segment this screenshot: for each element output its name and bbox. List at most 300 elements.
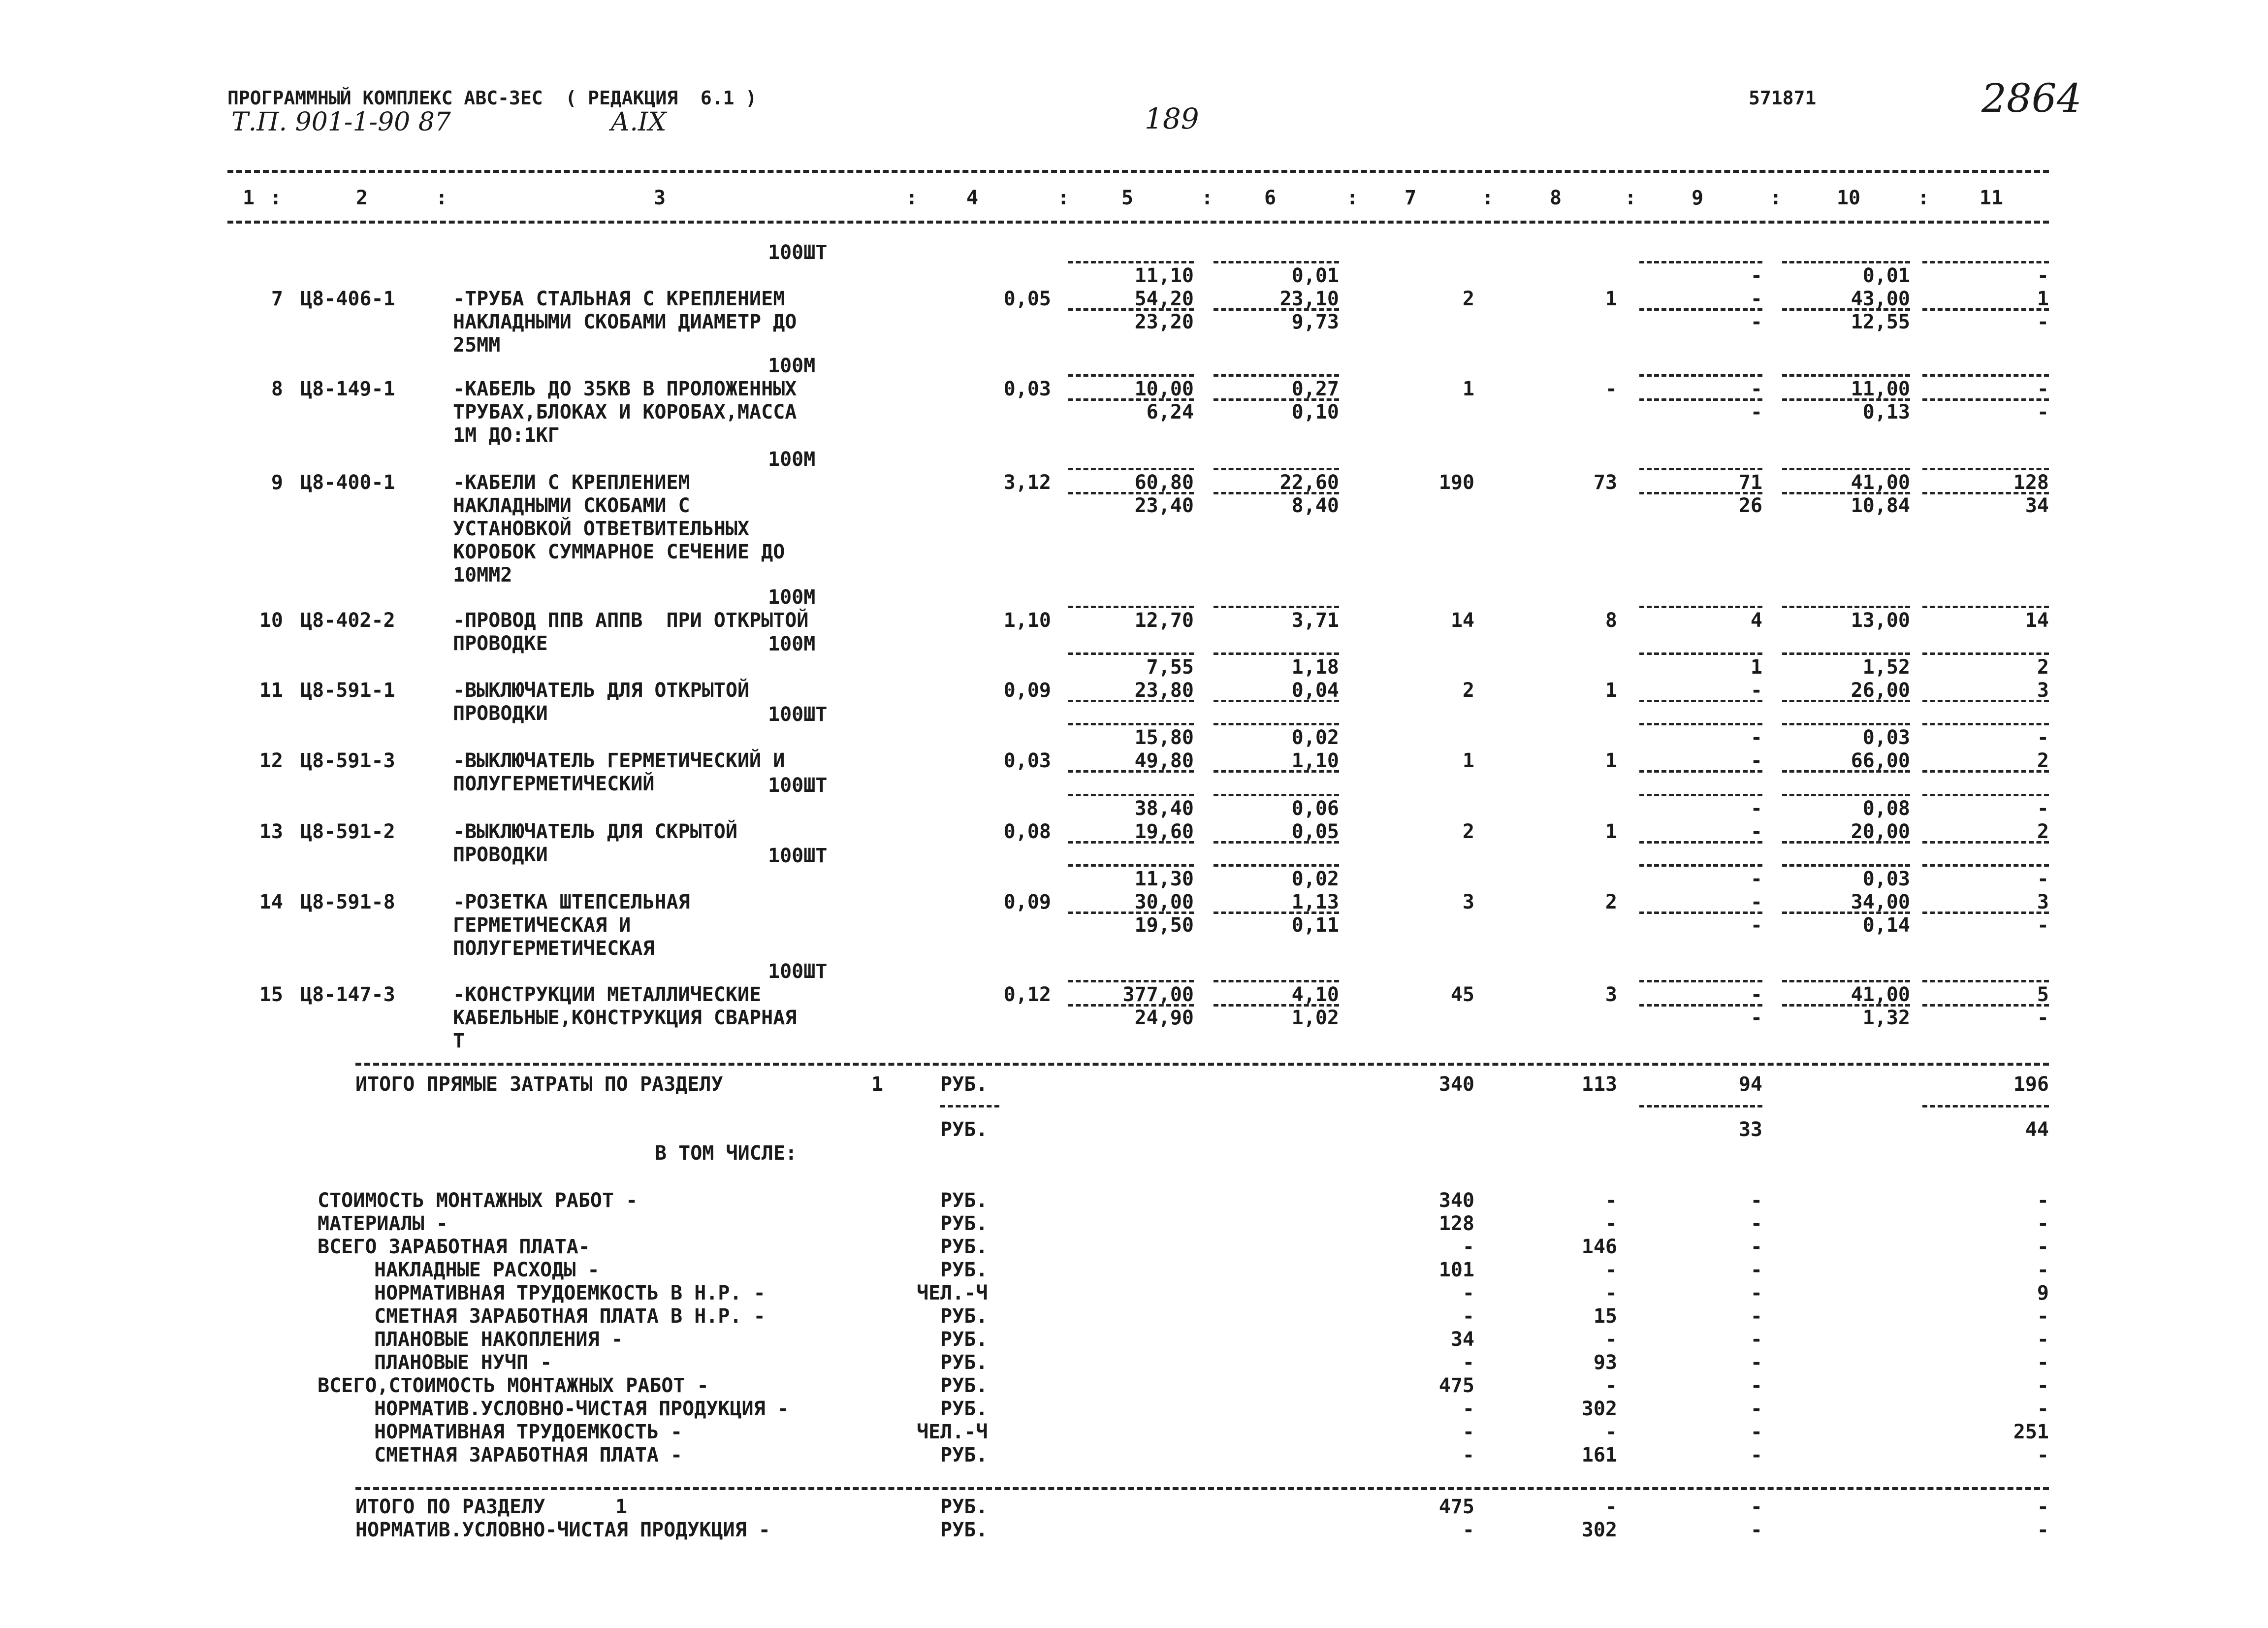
unit-label: 100ШТ	[768, 241, 828, 264]
cell-separator	[1782, 374, 1910, 377]
cell-separator	[1068, 794, 1194, 796]
summary-unit: РУБ.	[940, 1259, 988, 1281]
cell-separator	[1782, 700, 1910, 702]
summary-label: МАТЕРИАЛЫ -	[318, 1212, 448, 1235]
section-total-second-col8: 302	[1581, 1519, 1617, 1541]
handwritten-corner-number: 2864	[1981, 75, 2082, 121]
row-c9-value: -	[1750, 264, 1762, 287]
cell-separator	[1068, 261, 1194, 263]
cell-separator	[1068, 468, 1194, 470]
row-c9-value: -	[1750, 820, 1762, 843]
unit-label: 100М	[768, 448, 816, 471]
cell-separator	[1782, 770, 1910, 773]
row-c9-value: -	[1750, 288, 1762, 310]
direct-totals-label: ИТОГО ПРЯМЫЕ ЗАТРАТЫ ПО РАЗДЕЛУ	[355, 1073, 723, 1096]
direct-totals-col8: 113	[1581, 1073, 1617, 1096]
row-c6-value: 8,40	[1291, 494, 1339, 517]
cell-separator	[1214, 841, 1339, 844]
cell-separator	[1782, 652, 1910, 655]
row-description: -РОЗЕТКА ШТЕПСЕЛЬНАЯ	[453, 891, 690, 913]
column-separator: :	[1057, 187, 1070, 209]
row-c11-value: -	[2037, 264, 2049, 287]
row-col8: 1	[1605, 820, 1617, 843]
row-code: Ц8-406-1	[300, 288, 395, 310]
row-c9-value: -	[1750, 378, 1762, 400]
section-total-second-col11: -	[2037, 1519, 2049, 1541]
summary-col7: -	[1462, 1236, 1474, 1258]
cell-separator	[1782, 980, 1910, 982]
row-col7: 3	[1462, 891, 1474, 913]
row-description: УСТАНОВКОЙ ОТВЕТВИТЕЛЬНЫХ	[453, 518, 750, 540]
row-number: 13	[259, 820, 283, 843]
row-c5-value: 23,40	[1134, 494, 1194, 517]
summary-label: ПЛАНОВЫЕ НАКОПЛЕНИЯ -	[374, 1328, 623, 1351]
cell-separator	[1068, 308, 1194, 311]
summary-unit: РУБ.	[940, 1374, 988, 1397]
row-c6-value: 1,18	[1291, 656, 1339, 679]
summary-col8: -	[1605, 1189, 1617, 1212]
cell-separator	[1068, 841, 1194, 844]
summary-unit: РУБ.	[940, 1444, 988, 1466]
direct-totals-section: 1	[871, 1073, 884, 1096]
row-c11-value: 3	[2037, 679, 2049, 702]
row-c11-value: -	[2037, 311, 2049, 333]
row-quantity: 0,03	[1003, 378, 1051, 400]
cell-separator	[1214, 770, 1339, 773]
cell-separator	[1068, 1004, 1194, 1007]
cell-separator	[1639, 700, 1762, 702]
cell-separator	[1214, 912, 1339, 914]
cell-separator	[1639, 398, 1762, 401]
cell-separator	[1922, 770, 2049, 773]
row-c9-value: 71	[1738, 471, 1762, 494]
row-col8: 73	[1593, 471, 1617, 494]
column-header-4: 4	[966, 187, 979, 209]
row-description: НАКЛАДНЫМИ СКОБАМИ ДИАМЕТР ДО	[453, 311, 797, 333]
row-description: -ВЫКЛЮЧАТЕЛЬ ДЛЯ СКРЫТОЙ	[453, 820, 737, 843]
summary-col9: -	[1750, 1444, 1762, 1466]
row-c6-value: 1,10	[1291, 749, 1339, 772]
row-c11-value: -	[2037, 726, 2049, 749]
cell-separator	[1639, 1004, 1762, 1007]
row-c9-value: -	[1750, 868, 1762, 890]
row-c6-value: 0,11	[1291, 914, 1339, 937]
row-description: -ВЫКЛЮЧАТЕЛЬ ДЛЯ ОТКРЫТОЙ	[453, 679, 750, 702]
cell-separator	[1782, 261, 1910, 263]
row-description: ПРОВОДКИ	[453, 844, 548, 866]
summary-col11: -	[2037, 1236, 2049, 1258]
section-total-second-label: НОРМАТИВ.УСЛОВНО-ЧИСТАЯ ПРОДУКЦИЯ -	[355, 1519, 770, 1541]
column-separator: :	[436, 187, 448, 209]
unit-label: 100М	[768, 586, 816, 609]
column-header-1: 1	[242, 187, 255, 209]
row-col8: 1	[1605, 749, 1617, 772]
summary-col7: -	[1462, 1305, 1474, 1328]
row-c9-value: 26	[1738, 494, 1762, 517]
row-c11-value: -	[2037, 797, 2049, 820]
row-c10-value: 26,00	[1851, 679, 1910, 702]
cell-separator	[1922, 492, 2049, 494]
column-separator: :	[270, 187, 282, 209]
summary-col7: -	[1462, 1398, 1474, 1420]
row-code: Ц8-402-2	[300, 609, 395, 632]
summary-unit: ЧЕЛ.-Ч	[917, 1421, 988, 1443]
summary-col9: -	[1750, 1328, 1762, 1351]
row-c10-value: 12,55	[1851, 311, 1910, 333]
row-c5-value: 38,40	[1134, 797, 1194, 820]
section-total-label: ИТОГО ПО РАЗДЕЛУ	[355, 1496, 545, 1518]
summary-col8: 15	[1593, 1305, 1617, 1328]
row-col8: 1	[1605, 288, 1617, 310]
column-header-6: 6	[1264, 187, 1277, 209]
cell-separator	[1068, 912, 1194, 914]
summary-col7: 128	[1438, 1212, 1474, 1235]
summary-col7: -	[1462, 1444, 1474, 1466]
row-c5-value: 23,20	[1134, 311, 1194, 333]
row-c5-value: 15,80	[1134, 726, 1194, 749]
row-c6-value: 0,27	[1291, 378, 1339, 400]
cell-separator	[1922, 912, 2049, 914]
row-col7: 2	[1462, 288, 1474, 310]
cell-separator	[1782, 398, 1910, 401]
row-col8: 2	[1605, 891, 1617, 913]
row-quantity: 0,09	[1003, 891, 1051, 913]
section-total-second-unit: РУБ.	[940, 1519, 988, 1541]
row-c5-value: 19,60	[1134, 820, 1194, 843]
row-c5-value: 12,70	[1134, 609, 1194, 632]
column-separator: :	[1482, 187, 1494, 209]
row-c9-value: -	[1750, 401, 1762, 423]
cell-separator	[1639, 492, 1762, 494]
summary-unit: ЧЕЛ.-Ч	[917, 1282, 988, 1304]
cell-separator	[1639, 308, 1762, 311]
cell-separator	[1214, 468, 1339, 470]
row-code: Ц8-591-3	[300, 749, 395, 772]
row-description: ТРУБАХ,БЛОКАХ И КОРОБАХ,МАССА	[453, 401, 797, 423]
row-description: -КОНСТРУКЦИИ МЕТАЛЛИЧЕСКИЕ	[453, 983, 762, 1006]
cell-separator	[1782, 723, 1910, 725]
handwritten-page-number: 189	[1145, 102, 1199, 135]
summary-col9: -	[1750, 1236, 1762, 1258]
row-c6-value: 23,10	[1279, 288, 1339, 310]
row-c10-value: 0,14	[1862, 914, 1910, 937]
row-col7: 190	[1438, 471, 1474, 494]
row-number: 14	[259, 891, 283, 913]
row-description: 10ММ2	[453, 564, 512, 586]
row-c11-value: 2	[2037, 749, 2049, 772]
row-number: 9	[271, 471, 283, 494]
cell-separator	[1214, 492, 1339, 494]
row-c11-value: 14	[2025, 609, 2049, 632]
cell-separator	[1639, 912, 1762, 914]
row-number: 15	[259, 983, 283, 1006]
column-header-8: 8	[1549, 187, 1562, 209]
row-c9-value: -	[1750, 797, 1762, 820]
column-header-7: 7	[1404, 187, 1417, 209]
row-c9-value: 4	[1750, 609, 1762, 632]
row-c6-value: 1,13	[1291, 891, 1339, 913]
row-description: -ВЫКЛЮЧАТЕЛЬ ГЕРМЕТИЧЕСКИЙ И	[453, 749, 785, 772]
summary-label: ВСЕГО ЗАРАБОТНАЯ ПЛАТА-	[318, 1236, 590, 1258]
unit-label: 100ШТ	[768, 774, 828, 797]
summary-label: СМЕТНАЯ ЗАРАБОТНАЯ ПЛАТА В Н.Р. -	[374, 1305, 766, 1328]
summary-unit: РУБ.	[940, 1351, 988, 1374]
unit-label: 100ШТ	[768, 703, 828, 726]
summary-unit: РУБ.	[940, 1398, 988, 1420]
cell-separator	[1214, 1004, 1339, 1007]
row-c6-value: 0,01	[1291, 264, 1339, 287]
summary-col11: 9	[2037, 1282, 2049, 1304]
row-c10-value: 0,01	[1862, 264, 1910, 287]
cell-separator	[1922, 261, 2049, 263]
section-total-second-col7: -	[1462, 1519, 1474, 1541]
row-description: -КАБЕЛИ С КРЕПЛЕНИЕМ	[453, 471, 690, 494]
row-description: КОРОБОК СУММАРНОЕ СЕЧЕНИЕ ДО	[453, 541, 785, 563]
summary-col8: -	[1605, 1421, 1617, 1443]
column-separator: :	[1201, 187, 1214, 209]
row-col8: 8	[1605, 609, 1617, 632]
direct-totals-unit: РУБ.	[940, 1073, 988, 1096]
summary-col8: 161	[1581, 1444, 1617, 1466]
row-c6-value: 0,02	[1291, 868, 1339, 890]
row-c10-value: 0,13	[1862, 401, 1910, 423]
row-col7: 2	[1462, 679, 1474, 702]
section-total-col11: -	[2037, 1496, 2049, 1518]
cell-separator	[1068, 492, 1194, 494]
cell-separator	[1922, 374, 2049, 377]
row-description: -ТРУБА СТАЛЬНАЯ С КРЕПЛЕНИЕМ	[453, 288, 785, 310]
cell-separator	[1639, 652, 1762, 655]
summary-col11: -	[2037, 1212, 2049, 1235]
row-c5-value: 23,80	[1134, 679, 1194, 702]
cell-separator	[1782, 468, 1910, 470]
cell-separator	[1639, 980, 1762, 982]
cell-separator	[1922, 841, 2049, 844]
row-description: Т	[453, 1030, 465, 1052]
direct-totals-unit-2: РУБ.	[940, 1118, 988, 1141]
row-c6-value: 0,04	[1291, 679, 1339, 702]
row-quantity: 0,05	[1003, 288, 1051, 310]
cell-separator	[1639, 723, 1762, 725]
cell-separator	[1214, 794, 1339, 796]
section-total-col9: -	[1750, 1496, 1762, 1518]
totals-separator	[1922, 1105, 2049, 1107]
summary-col7: 34	[1450, 1328, 1474, 1351]
cell-separator	[1782, 841, 1910, 844]
summary-col9: -	[1750, 1421, 1762, 1443]
row-c9-value: -	[1750, 891, 1762, 913]
row-c11-value: -	[2037, 401, 2049, 423]
row-quantity: 3,12	[1003, 471, 1051, 494]
row-col7: 45	[1450, 983, 1474, 1006]
row-quantity: 0,12	[1003, 983, 1051, 1006]
summary-col9: -	[1750, 1305, 1762, 1328]
summary-col11: 251	[2013, 1421, 2049, 1443]
column-header-5: 5	[1121, 187, 1134, 209]
cell-separator	[1922, 1004, 2049, 1007]
summary-unit: РУБ.	[940, 1236, 988, 1258]
row-description: ПРОВОДКЕ	[453, 632, 548, 655]
column-separator: :	[1625, 187, 1637, 209]
row-c10-value: 66,00	[1851, 749, 1910, 772]
summary-label: НОРМАТИВ.УСЛОВНО-ЧИСТАЯ ПРОДУКЦИЯ -	[374, 1398, 789, 1420]
cell-separator	[1639, 864, 1762, 867]
row-number: 8	[271, 378, 283, 400]
summary-col8: -	[1605, 1374, 1617, 1397]
direct-totals-col7: 340	[1438, 1073, 1474, 1096]
cell-separator	[1782, 606, 1910, 608]
row-c5-value: 6,24	[1146, 401, 1194, 423]
summary-col9: -	[1750, 1259, 1762, 1281]
cell-separator	[1068, 398, 1194, 401]
summary-col11: -	[2037, 1374, 2049, 1397]
row-c5-value: 377,00	[1122, 983, 1194, 1006]
row-c6-value: 9,73	[1291, 311, 1339, 333]
row-c10-value: 0,03	[1862, 726, 1910, 749]
row-col8: 1	[1605, 679, 1617, 702]
cell-separator	[1639, 606, 1762, 608]
column-separator: :	[906, 187, 918, 209]
cell-separator	[1214, 308, 1339, 311]
summary-col7: -	[1462, 1421, 1474, 1443]
row-col7: 2	[1462, 820, 1474, 843]
row-description: -ПРОВОД ППВ АППВ ПРИ ОТКРЫТОЙ	[453, 609, 809, 632]
summary-col8: 302	[1581, 1398, 1617, 1420]
totals-top-rule	[355, 1063, 2049, 1066]
direct-totals-col9-2: 33	[1738, 1118, 1762, 1141]
row-c9-value: -	[1750, 914, 1762, 937]
row-c5-value: 19,50	[1134, 914, 1194, 937]
row-c11-value: -	[2037, 378, 2049, 400]
row-c5-value: 24,90	[1134, 1007, 1194, 1029]
row-c5-value: 11,30	[1134, 868, 1194, 890]
summary-label: ПЛАНОВЫЕ НУЧП -	[374, 1351, 552, 1374]
summary-label: НОРМАТИВНАЯ ТРУДОЕМКОСТЬ В Н.Р. -	[374, 1282, 766, 1304]
row-c5-value: 60,80	[1134, 471, 1194, 494]
cell-separator	[1922, 980, 2049, 982]
cell-separator	[1639, 841, 1762, 844]
summary-col9: -	[1750, 1374, 1762, 1397]
cell-separator	[1068, 864, 1194, 867]
cell-separator	[1922, 652, 2049, 655]
summary-col11: -	[2037, 1305, 2049, 1328]
cell-separator	[1922, 723, 2049, 725]
cell-separator	[1068, 652, 1194, 655]
section-total-second-col9: -	[1750, 1519, 1762, 1541]
row-c10-value: 13,00	[1851, 609, 1910, 632]
direct-totals-col11: 196	[2013, 1073, 2049, 1096]
row-c5-value: 30,00	[1134, 891, 1194, 913]
row-quantity: 1,10	[1003, 609, 1051, 632]
row-c5-value: 10,00	[1134, 378, 1194, 400]
row-c5-value: 54,20	[1134, 288, 1194, 310]
summary-unit: РУБ.	[940, 1189, 988, 1212]
row-c10-value: 41,00	[1851, 983, 1910, 1006]
cell-separator	[1782, 794, 1910, 796]
cell-separator	[1782, 308, 1910, 311]
summary-col9: -	[1750, 1351, 1762, 1374]
row-col8: 3	[1605, 983, 1617, 1006]
summary-label: СМЕТНАЯ ЗАРАБОТНАЯ ПЛАТА -	[374, 1444, 683, 1466]
row-code: Ц8-591-8	[300, 891, 395, 913]
row-c5-value: 49,80	[1134, 749, 1194, 772]
row-c11-value: 2	[2037, 820, 2049, 843]
row-description: 1М ДО:1КГ	[453, 424, 560, 447]
row-number: 10	[259, 609, 283, 632]
cell-separator	[1214, 652, 1339, 655]
row-c11-value: 5	[2037, 983, 2049, 1006]
row-c6-value: 0,02	[1291, 726, 1339, 749]
row-c9-value: -	[1750, 679, 1762, 702]
cell-separator	[1922, 700, 2049, 702]
cell-separator	[1214, 374, 1339, 377]
column-header-2: 2	[355, 187, 368, 209]
section-total-col7: 475	[1438, 1496, 1474, 1518]
row-c11-value: -	[2037, 914, 2049, 937]
row-c9-value: -	[1750, 749, 1762, 772]
row-code: Ц8-147-3	[300, 983, 395, 1006]
summary-col9: -	[1750, 1398, 1762, 1420]
cell-separator	[1214, 700, 1339, 702]
row-c11-value: 34	[2025, 494, 2049, 517]
row-description: ПОЛУГЕРМЕТИЧЕСКАЯ	[453, 937, 655, 960]
cell-separator	[1922, 864, 2049, 867]
row-c6-value: 1,02	[1291, 1007, 1339, 1029]
row-c11-value: -	[2037, 1007, 2049, 1029]
summary-col11: -	[2037, 1398, 2049, 1420]
row-c5-value: 7,55	[1146, 656, 1194, 679]
row-c10-value: 11,00	[1851, 378, 1910, 400]
direct-totals-col9: 94	[1738, 1073, 1762, 1096]
row-col7: 1	[1462, 749, 1474, 772]
section-total-unit: РУБ.	[940, 1496, 988, 1518]
summary-col9: -	[1750, 1189, 1762, 1212]
row-col8: -	[1605, 378, 1617, 400]
summary-col11: -	[2037, 1444, 2049, 1466]
summary-unit: РУБ.	[940, 1212, 988, 1235]
cell-separator	[1068, 723, 1194, 725]
row-description: НАКЛАДНЫМИ СКОБАМИ С	[453, 494, 690, 517]
row-description: ГЕРМЕТИЧЕСКАЯ И	[453, 914, 631, 937]
column-separator: :	[1770, 187, 1782, 209]
row-c10-value: 34,00	[1851, 891, 1910, 913]
section-total-rule	[355, 1487, 2049, 1490]
column-header-10: 10	[1836, 187, 1861, 209]
row-description: ПРОВОДКИ	[453, 702, 548, 725]
summary-col9: -	[1750, 1212, 1762, 1235]
row-code: Ц8-400-1	[300, 471, 395, 494]
section-total-number: 1	[615, 1496, 628, 1518]
summary-col8: -	[1605, 1328, 1617, 1351]
row-c9-value: 1	[1750, 656, 1762, 679]
cell-separator	[1922, 308, 2049, 311]
row-code: Ц8-591-2	[300, 820, 395, 843]
row-description: ПОЛУГЕРМЕТИЧЕСКИЙ	[453, 773, 655, 795]
summary-col11: -	[2037, 1189, 2049, 1212]
cell-separator	[1639, 794, 1762, 796]
cell-separator	[1782, 1004, 1910, 1007]
section-total-col8: -	[1605, 1496, 1617, 1518]
row-c11-value: -	[2037, 868, 2049, 890]
row-c10-value: 1,32	[1862, 1007, 1910, 1029]
summary-col11: -	[2037, 1259, 2049, 1281]
column-separator: :	[1917, 187, 1930, 209]
cell-separator	[1068, 980, 1194, 982]
column-separator: :	[1346, 187, 1359, 209]
row-c10-value: 10,84	[1851, 494, 1910, 517]
row-number: 11	[259, 679, 283, 702]
summary-label: ВСЕГО,СТОИМОСТЬ МОНТАЖНЫХ РАБОТ -	[318, 1374, 709, 1397]
